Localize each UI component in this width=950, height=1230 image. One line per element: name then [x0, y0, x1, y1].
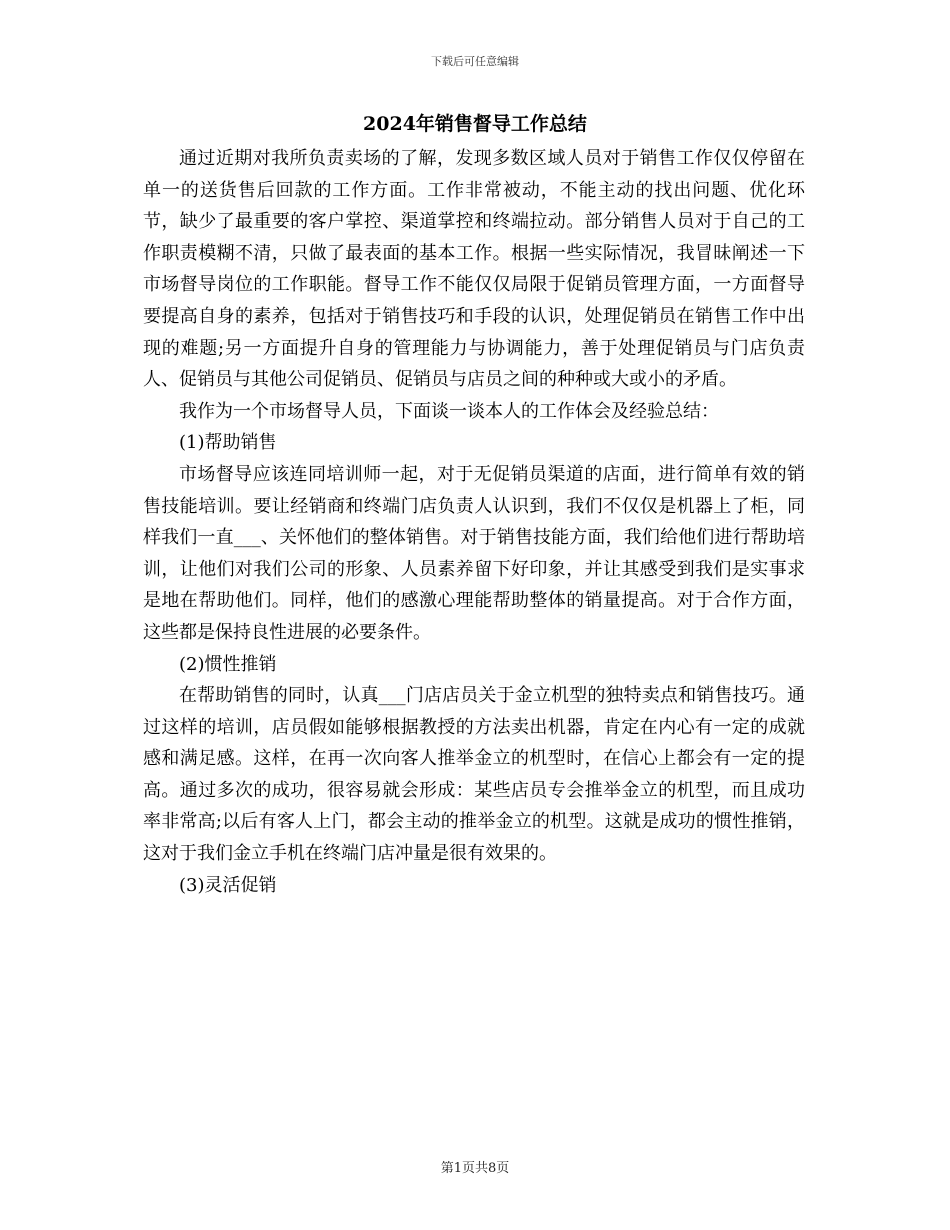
paragraph-help-sales: 市场督导应该连同培训师一起，对于无促销员渠道的店面，进行简单有效的销售技能培训。要让经销商和终端门店负责人认识到，我们不仅仅是机器上了柜，同样我们一直___、关怀他们的整体销售。对于销售技能方面，我们给他们进行帮助培训，让他们对我们公司的形象、人员素养留下好印象，并让其感受到我们是实事求是地在帮助他们。同样，他们的感激心理能帮助整体的销量提高。对于合作方面，这些都是保持良性进展的必要条件。: [143, 463, 805, 643]
page-number: 第1页共8页: [440, 1161, 510, 1176]
section-heading-flexible-promotion: (3)灵活促销: [179, 874, 277, 896]
document-body: [143, 143, 805, 901]
section-heading-help-sales: (1)帮助销售: [179, 432, 277, 454]
paragraph-intro: 通过近期对我所负责卖场的了解，发现多数区域人员对于销售工作仅仅停留在单一的送货售后回款的工作方面。工作非常被动，不能主动的找出问题、优化环节，缺少了最重要的客户掌控、渠道掌控和终端拉动。部分销售人员对于自己的工作职责模糊不清，只做了最表面的基本工作。根据一些实际情况，我冒昧阐述一下市场督导岗位的工作职能。督导工作不能仅仅局限于促销员管理方面，一方面督导要提高自身的素养，包括对于销售技巧和手段的认识，处理促销员在销售工作中出现的难题;另一方面提升自身的管理能力与协调能力，善于处理促销员与门店负责人、促销员与其他公司促销员、促销员与店员之间的种种或大或小的矛盾。: [143, 148, 805, 391]
document-title: 2024年销售督导工作总结: [363, 113, 587, 135]
page-header-note: 下载后可任意编辑: [431, 55, 519, 68]
section-heading-inertia-selling: (2)惯性推销: [179, 653, 277, 675]
paragraph-inertia-selling: 在帮助销售的同时，认真___门店店员关于金立机型的独特卖点和销售技巧。通过这样的培训，店员假如能够根据教授的方法卖出机器，肯定在内心有一定的成就感和满足感。这样，在再一次向客人推举金立的机型时，在信心上都会有一定的提高。通过多次的成功，很容易就会形成：某些店员专会推举金立的机型，而且成功率非常高;以后有客人上门，都会主动的推举金立的机型。这就是成功的惯性推销，这对于我们金立手机在终端门店冲量是很有效果的。: [143, 685, 805, 865]
paragraph-summary-lead: 我作为一个市场督导人员，下面谈一谈本人的工作体会及经验总结：: [179, 400, 719, 422]
